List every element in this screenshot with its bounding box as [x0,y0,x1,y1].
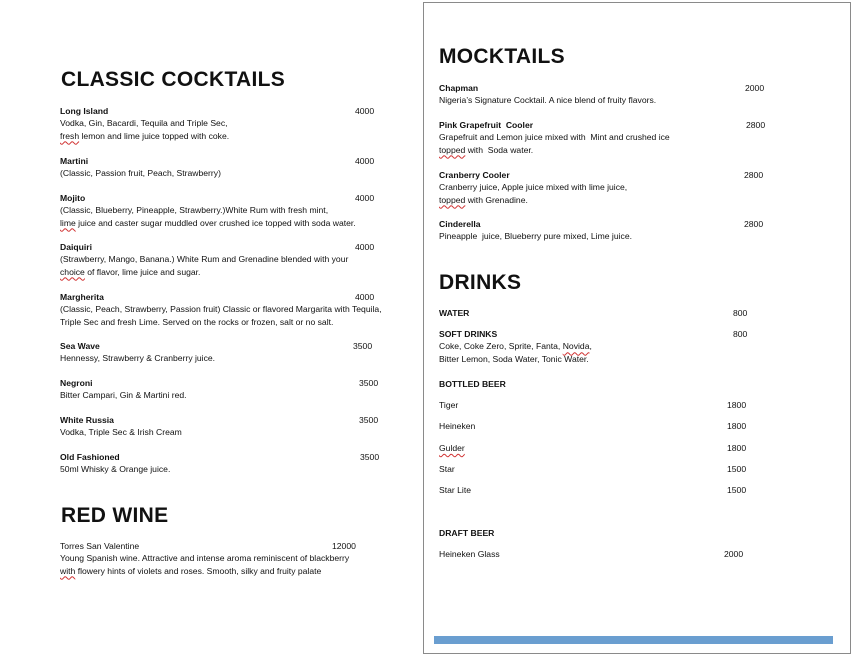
mocktail-price: 2000 [745,83,765,93]
spellcheck-word: fresh [60,130,80,141]
cocktail-description: (Strawberry, Mango, Banana.) White Rum and Grenadine blended with your [60,254,349,265]
wine-description: Young Spanish wine. Attractive and intense aroma reminiscent of blackberry [60,553,350,564]
cocktail-description: (Classic, Peach, Strawberry, Passion fruit) Classic or flavored Margarita with Tequila, [60,304,382,315]
spellcheck-word: lime [60,217,76,228]
cocktail-name: Martini [60,156,89,166]
beer-price: 1800 [727,400,747,410]
beer-item [439,399,779,411]
mocktails-heading: MOCKTAILS [439,45,565,68]
cocktail-description: Triple Sec and fresh Lime. Served on the rocks or frozen, salt or no salt. [60,316,334,327]
beer-name: Star Lite [439,485,472,495]
spellcheck-word: Novida [562,341,590,352]
spellcheck-word: topped [439,194,466,205]
drink-name: WATER [439,308,470,318]
punctuation: , [589,341,592,352]
drink-price: 800 [733,308,748,318]
accent-bar [434,636,833,644]
cocktail-item [60,155,400,180]
cocktail-description: (Classic, Passion fruit, Peach, Strawberry) [60,168,221,179]
drink-price: 800 [733,329,748,339]
drink-name: SOFT DRINKS [439,329,498,339]
cocktail-item [60,291,410,328]
cocktail-description: juice and caster sugar muddled over crushed ice topped with soda water. [78,217,356,228]
beer-item [439,548,779,560]
cocktail-price: 4000 [355,106,375,116]
mocktail-price: 2800 [746,120,766,130]
classic-cocktails-heading: CLASSIC COCKTAILS [61,68,286,91]
drink-description: Bitter Lemon, Soda Water, Tonic Water. [439,353,589,364]
cocktail-name: Margherita [60,292,104,302]
beer-item [439,484,779,496]
beer-item [439,463,779,475]
wine-price: 12000 [332,541,356,551]
drink-item [439,307,779,319]
beer-item [439,442,779,454]
cocktail-price: 4000 [355,193,375,203]
cocktail-name: Long Island [60,106,109,116]
cocktail-price: 3500 [353,341,373,351]
cocktail-name: Old Fashioned [60,452,120,462]
cocktail-item [60,192,400,229]
beer-name: Tiger [439,400,459,410]
cocktail-item [60,414,400,439]
beer-price: 2000 [724,549,744,559]
drink-item [439,328,779,365]
wine-name: Torres San Valentine [60,541,140,551]
cocktail-description: (Classic, Blueberry, Pineapple, Strawberry.)White Rum with fresh mint, [60,205,329,216]
mocktail-name: Chapman [439,83,479,93]
mocktail-item [439,218,779,243]
red-wine-heading: RED WINE [61,504,169,527]
mocktail-name: Pink Grapefruit Cooler [439,120,534,130]
mocktail-name: Cinderella [439,219,481,229]
mocktail-name: Cranberry Cooler [439,170,510,180]
mocktail-description: with Grenadine. [467,194,528,205]
cocktail-name: Mojito [60,193,86,203]
cocktail-price: 3500 [360,452,380,462]
drink-description: Coke, Coke Zero, Sprite, Fanta, [439,341,563,352]
mocktail-description: Cranberry juice, Apple juice mixed with lime juice, [439,182,628,193]
cocktail-item [60,340,400,365]
spellcheck-word: choice [60,266,85,277]
mocktail-description: Nigeria’s Signature Cocktail. A nice blend of fruity flavors. [439,95,657,106]
draft-beer-label [439,527,494,539]
cocktail-item [60,377,400,402]
drinks-heading: DRINKS [439,271,522,294]
mocktail-description: with Soda water. [467,144,534,155]
cocktail-name: White Russia [60,415,114,425]
beer-price: 1500 [727,464,747,474]
cocktail-item [60,241,400,278]
cocktail-price: 3500 [359,415,379,425]
cocktail-description: of flavor, lime juice and sugar. [87,266,201,277]
mocktail-price: 2800 [744,219,764,229]
cocktail-description: Bitter Campari, Gin & Martini red. [60,390,187,401]
cocktail-item [60,451,400,476]
spellcheck-word: topped [439,144,466,155]
beer-name: Heineken Glass [439,549,500,559]
cocktail-description: lemon and lime juice topped with coke. [81,130,230,141]
beer-price: 1500 [727,485,747,495]
mocktail-price: 2800 [744,170,764,180]
wine-description: flowery hints of violets and roses. Smooth, silky and fruity palate [77,565,322,576]
cocktail-name: Negroni [60,378,93,388]
mocktail-description: Pineapple juice, Blueberry pure mixed, Lime juice. [439,231,632,242]
cocktail-price: 3500 [359,378,379,388]
cocktail-item [60,105,400,142]
cocktail-description: 50ml Whisky & Orange juice. [60,464,171,475]
cocktail-name: Daiquiri [60,242,92,252]
cocktail-name: Sea Wave [60,341,100,351]
mocktail-item [439,119,779,156]
beer-name: Star [439,464,455,474]
bottled-beer-label [439,378,506,390]
wine-item [60,540,410,577]
section-label: BOTTLED BEER [439,379,506,389]
beer-price: 1800 [727,421,747,431]
mocktail-item [439,82,779,107]
section-label: DRAFT BEER [439,528,495,538]
menu-page-left [0,0,423,668]
mocktail-item [439,169,779,206]
cocktail-price: 4000 [355,156,375,166]
cocktail-description: Vodka, Triple Sec & Irish Cream [60,427,182,438]
cocktail-description: Vodka, Gin, Bacardi, Tequila and Triple Sec, [60,118,228,129]
beer-item [439,420,779,432]
beer-name: Gulder [439,443,465,453]
cocktail-description: Hennessy, Strawberry & Cranberry juice. [60,353,216,364]
cocktail-price: 4000 [355,242,375,252]
beer-name: Heineken [439,421,476,431]
spellcheck-word: with [60,565,76,576]
cocktail-price: 4000 [355,292,375,302]
mocktail-description: Grapefruit and Lemon juice mixed with Mint and crushed ice [439,132,670,143]
beer-price: 1800 [727,443,747,453]
